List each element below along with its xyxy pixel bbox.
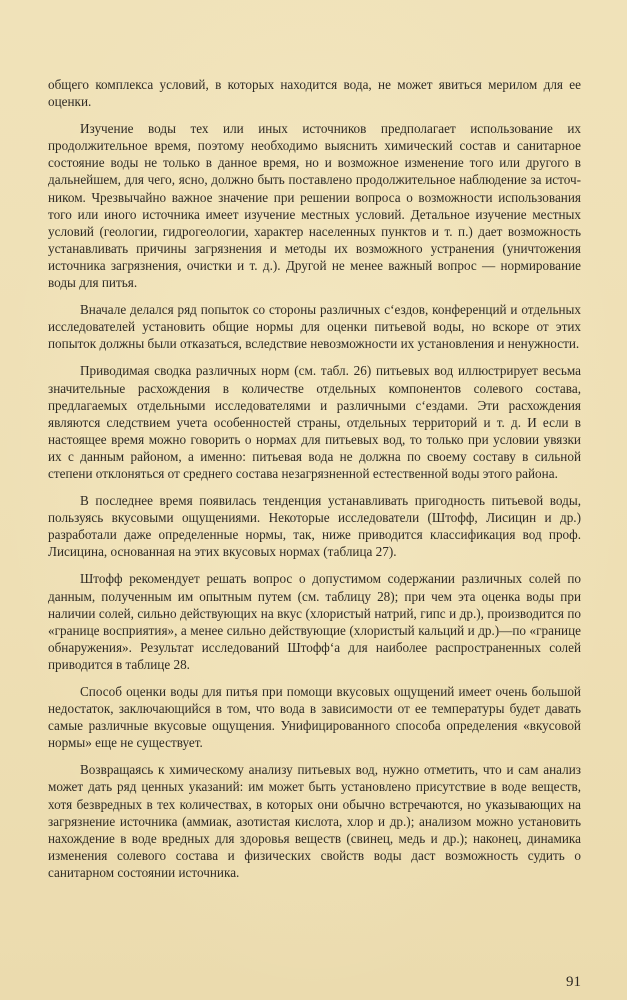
body-text	[48, 76, 581, 891]
paragraph-taste-drawback: Способ оценки воды для питья при помощи вкусовых ощущений имеет очень большой недостаток, заключающийся в том, что вода в зависимости от ее температуры будет давать самые различные вкусовые ощущения. Унифицированного способа определения «вкусовой нормы» еще не существует.	[48, 684, 581, 751]
paragraph-water-study: Изучение воды тех или иных источников предполагает использование их продолжительное время, поэтому необходимо выяснить химический состав и санитарное состояние воды не только в данное время, но и возможное изменение того или другого в дальнейшем, для чего, ясно, должно быть поставлено продолжительное наблюдение за источником. Чрезвычайно важное значение при решении вопроса о возможности использования того или иного источника имеет изучение местных условий. Детальное изучение местных условий (геологии, гидрогеологии, характер населенных пунктов и т. п.) дает возможность устанавливать причины загрязнения и методы их возможного устранения (уничтожения источника загрязнения, очистки и т. д.). Другой не менее важный вопрос — нормирование воды для питья.	[48, 121, 581, 291]
page-number: 91	[566, 974, 581, 990]
paragraph-early-attempts: Вначале делался ряд попыток со стороны различных с‘ездов, конференций и отдельных исследователей установить общие нормы для оценки питьевой воды, но вскоре от этих попыток должны были отказаться, вследствие невозможности их установления и ненужности.	[48, 302, 581, 352]
paragraph-taste-tendency: В последнее время появилась тенденция устанавливать пригодность питьевой воды, пользуясь вкусовыми ощущениями. Некоторые исследователи (Штофф, Лисицин и др.) разработали даже определенные нормы, так, ниже приводится классификация вод проф. Лисицина, основанная на этих вкусовых нормах (таблица 27).	[48, 493, 581, 560]
paragraph-continuation: общего комплекса условий, в которых находится вода, не может явиться мерилом для ее оценки.	[48, 77, 581, 110]
paragraph-shtoff: Штофф рекомендует решать вопрос о допустимом содержании различных солей по данным, полученным им опытным путем (см. таблицу 28); при чем эта оценка воды при наличии солей, сильно действующих на вкус (хлористый натрий, гипс и др.), производится по «границе восприятия», а менее сильно действующие (хлористый кальций и др.)—по «границе обнаружения». Результат исследований Штофф‘а для наиболее распространенных солей приводится в таблице 28.	[48, 571, 581, 672]
paragraph-norms-summary: Приводимая сводка различных норм (см. табл. 26) питьевых вод иллюстрирует весьма значительные расхождения в количестве отдельных компонентов солевого состава, предлагаемых отдельными исследователями и различными с‘ездами. Эти расхождения являются следствием учета особенностей страны, отдельных территорий и т. д. И если в настоящее время можно говорить о нормах для питьевых вод, то только при условии увязки их с данным районом, а именно: питьевая вода не должна по своему составу в сильной степени отклоняться от среднего состава незагрязненной естественной воды этого района.	[48, 363, 581, 481]
paragraph-chemical-analysis: Возвращаясь к химическому анализу питьевых вод, нужно отметить, что и сам анализ может дать ряд ценных указаний: им может быть установлено присутствие в воде веществ, хотя безвредных в тех количествах, в которых они обычно встречаются, но указывающих на загрязнение источника (аммиак, азотистая кислота, хлор и др.); анализом можно установить нахождение в воде вредных для здоровья веществ (свинец, медь и др.); наконец, динамика изменения солевого состава и физических свойств воды даст возможность судить о санитарном состоянии источника.	[48, 762, 581, 880]
